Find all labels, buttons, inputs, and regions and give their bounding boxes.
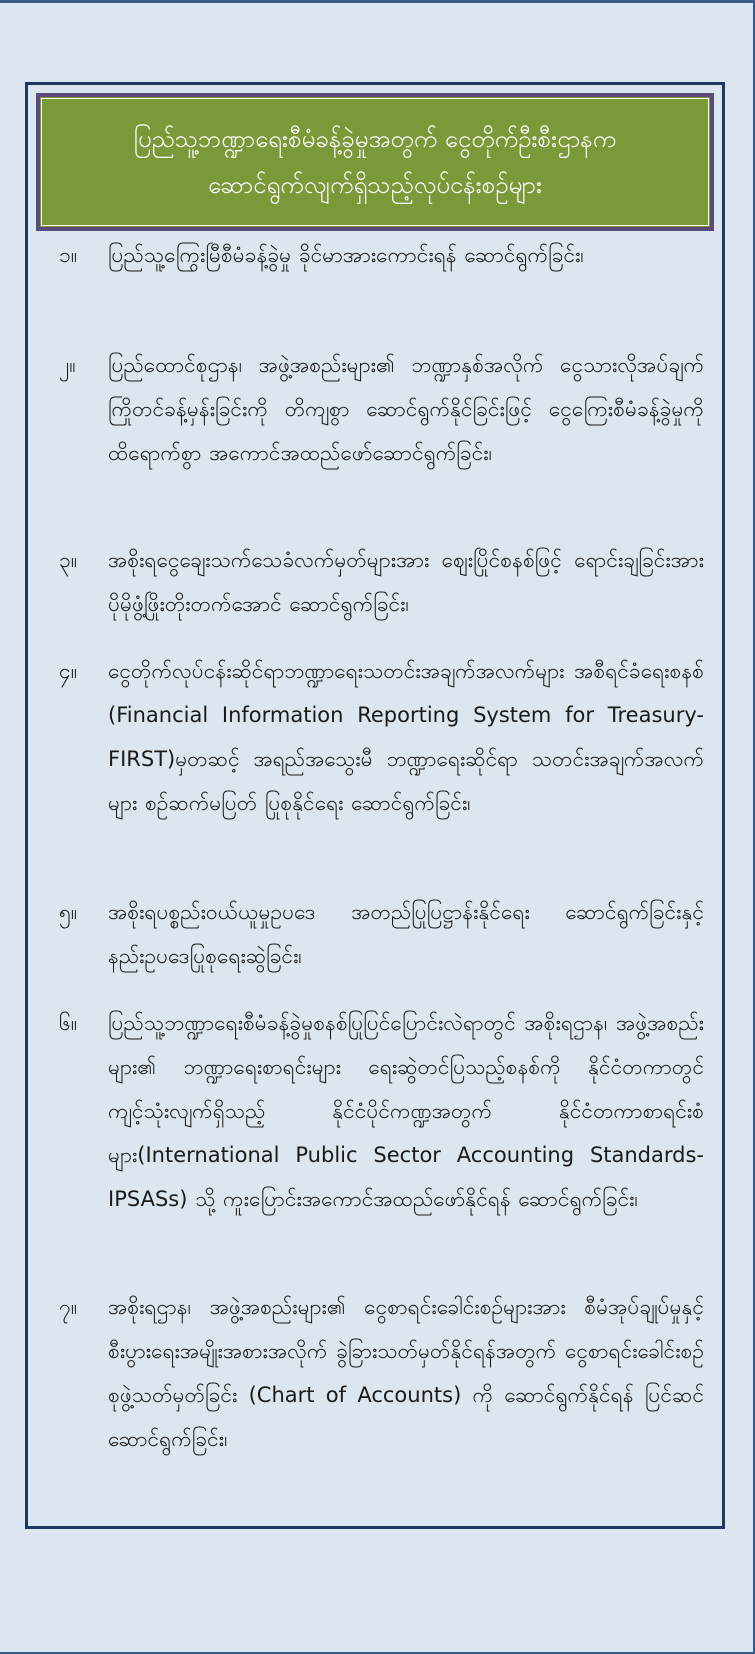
item-text: ပြည်ထောင်စုဌာန၊ အဖွဲ့အစည်းများ၏ ဘဏ္ဍာနှစ်အလိုက် ငွေသားလိုအပ်ချက် ကြိုတင်ခန့်မှန်းခြင်းကို တိကျစွာ ဆောင်ရွက်နိုင်ခြင်းဖြင့် ငွေကြေးစီမံခန့်ခွဲမှုကို ထိရောက်စွာ အကောင်အထည်ဖော်ဆောင်ရွက်ခြင်း၊ (108, 353, 704, 465)
content-frame (25, 82, 725, 1529)
item-number: ၆။ (59, 1011, 78, 1035)
item-text: ပြည်သူ့ကြွေးမြီစီမံခန့်ခွဲမှု ခိုင်မာအားကောင်းရန် ဆောင်ရွက်ခြင်း၊ (108, 243, 584, 267)
item-number: ၅။ (59, 900, 78, 924)
item-number: ၇။ (59, 1295, 78, 1319)
title-line-1: ပြည်သူ့ဘဏ္ဍာရေးစီမံခန့်ခွဲမှုအတွက် ငွေတိုက်ဦးစီးဌာနက (133, 125, 617, 153)
item-number: ၄။ (59, 659, 78, 683)
item-number: ၁။ (59, 243, 78, 267)
title-banner (36, 93, 714, 231)
item-text: အစိုးရပစ္စည်းဝယ်ယူမှုဥပဒေ အတည်ပြုပြဋ္ဌာန်းနိုင်ရေး ဆောင်ရွက်ခြင်းနှင့် နည်းဥပဒေပြုစုရေးဆွဲခြင်း၊ (108, 900, 704, 968)
item-text: အစိုးရငွေချေးသက်သေခံလက်မှတ်များအား ဈေးပြိုင်စနစ်ဖြင့် ရောင်းချခြင်းအား ပိုမိုဖွံ့ဖြိုးတိုးတက်အောင် ဆောင်ရွက်ခြင်း၊ (108, 548, 704, 616)
item-text: ပြည်သူ့ဘဏ္ဍာရေးစီမံခန့်ခွဲမှုစနစ်ပြုပြင်ပြောင်းလဲရာတွင် အစိုးရဌာန၊ အဖွဲ့အစည်းများ၏ ဘဏ္ဍာရေးစာရင်းများ ရေးဆွဲတင်ပြသည့်စနစ်ကို နိုင်ငံတကာတွင် ကျင့်သုံးလျက်ရှိသည့် နိုင်ငံပိုင်ကဏ္ဍအတွက် နိုင်ငံတကာစာရင်းစံများ(International Public Sector Accounting Standards-IPSASs) သို့ ကူးပြောင်းအကောင်အထည်ဖော်နိုင်ရန် ဆောင်ရွက်ခြင်း၊ (108, 1011, 704, 1211)
title-line-2: ဆောင်ရွက်လျက်ရှိသည့်လုပ်ငန်းစဉ်များ (207, 171, 542, 199)
item-text: ငွေတိုက်လုပ်ငန်းဆိုင်ရာဘဏ္ဍာရေးသတင်းအချက်အလက်များ အစီရင်ခံရေးစနစ် (Financial Information Reporting System for Treasury-FIRST)မှတဆင့် အရည်အသွေးမီ ဘဏ္ဍာရေးဆိုင်ရာ သတင်းအချက်အလက်များ စဉ်ဆက်မပြတ် ပြုစုနိုင်ရေး ဆောင်ရွက်ခြင်း၊ (108, 659, 704, 815)
page-top-rule (0, 0, 755, 3)
item-number: ၂။ (59, 353, 76, 377)
item-text: အစိုးရဌာန၊ အဖွဲ့အစည်းများ၏ ငွေစာရင်းခေါင်းစဉ်များအား စီမံအုပ်ချုပ်မှုနှင့်စီးပွားရေးအမျိုးအစားအလိုက် ခွဲခြားသတ်မှတ်နိုင်ရန်အတွက် ငွေစာရင်းခေါင်းစဉ်စုဖွဲ့သတ်မှတ်ခြင်း (Chart of Accounts) ကို ဆောင်ရွက်နိုင်ရန် ပြင်ဆင်ဆောင်ရွက်ခြင်း၊ (108, 1295, 704, 1451)
item-number: ၃။ (59, 548, 78, 572)
